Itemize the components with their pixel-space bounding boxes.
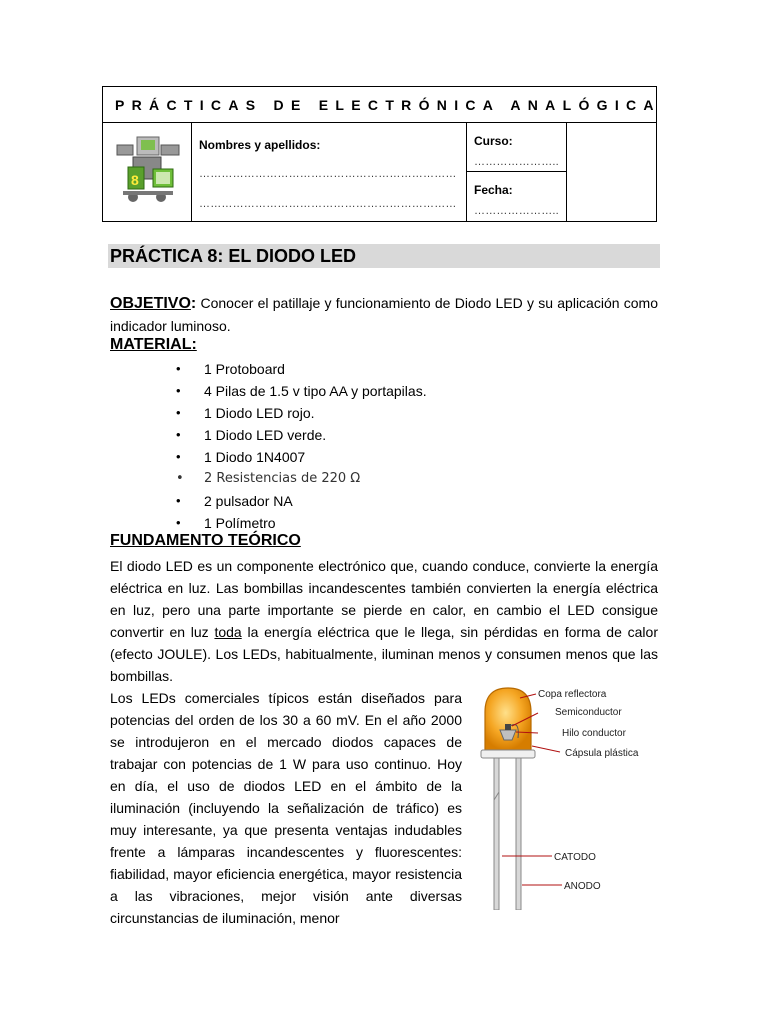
theory-p1-underlined: toda xyxy=(214,624,242,640)
list-item: • 1 Diodo LED verde. xyxy=(176,424,427,446)
list-item: • 1 Diodo LED rojo. xyxy=(176,402,427,424)
header-title: PRÁCTICAS DE ELECTRÓNICA ANALÓGICA xyxy=(103,87,656,123)
course-label: Curso: xyxy=(474,134,513,148)
objective-paragraph xyxy=(110,292,658,337)
header-table xyxy=(102,86,661,222)
course-date-column xyxy=(466,123,567,221)
objective-colon: : xyxy=(190,295,197,312)
list-item: • 4 Pilas de 1.5 v tipo AA y portapilas. xyxy=(176,380,427,402)
course-box xyxy=(467,123,566,172)
list-item: • 1 Polímetro xyxy=(176,512,427,534)
material-heading: MATERIAL: xyxy=(110,336,197,353)
label-wire: Hilo conductor xyxy=(562,728,626,739)
label-semiconductor: Semiconductor xyxy=(555,707,622,718)
course-input-line[interactable]: ………………….. xyxy=(474,156,559,168)
theory-paragraph-2: Los LEDs comerciales típicos están diseñados para potencias del orden de los 30 a 60 mV. En el año 2000 se introdujeron en el mercado diodos capaces de trabajar con potencias de 1 W para uso continuo. Hoy en día, el uso de diodos LED en el ámbito de la iluminación (incluyendo la señalización de tráfico) es muy interesante, ya que presenta ventajas indudables frente a lámparas incandescentes y fluorescentes: fiabilidad, mayor eficiencia energética, mayor resistencia a las vibraciones, mejor visión ante diversas circunstancias de iluminación, menor xyxy=(110,690,462,926)
svg-text:8: 8 xyxy=(131,172,139,188)
date-label: Fecha: xyxy=(474,183,513,197)
label-capsule: Cápsula plástica xyxy=(565,748,639,759)
list-item: • 2 pulsador NA xyxy=(176,490,427,512)
theory-p1-part-b: la energía eléctrica que le llega, sin pérdidas en forma de calor (efecto JOULE). Los LEDs, habitualmente, iluminan menos y consumen menos que las bombillas. xyxy=(110,624,658,684)
list-item: • 1 Diodo 1N4007 xyxy=(176,446,427,468)
robot-logo-icon xyxy=(103,123,191,219)
objective-text: Conocer el patillaje y funcionamiento de Diodo LED y su aplicación como indicador luminoso. xyxy=(110,295,658,334)
date-input-line[interactable]: ………………….. xyxy=(474,205,559,217)
logo-cell xyxy=(103,123,192,221)
theory-heading: FUNDAMENTO TEÓRICO xyxy=(110,532,301,549)
list-item: • 1 Protoboard xyxy=(176,358,427,380)
practice-title: PRÁCTICA 8: EL DIODO LED xyxy=(108,244,660,268)
led-rim-icon xyxy=(481,750,535,758)
led-diagram xyxy=(470,680,660,910)
names-input-line-1[interactable]: …………………………………………………………… xyxy=(199,168,457,180)
material-list xyxy=(176,358,427,534)
anode-lead-icon xyxy=(516,758,521,910)
label-cathode: CATODO xyxy=(554,852,596,863)
objective-heading: OBJETIVO xyxy=(110,295,191,312)
cathode-lead-icon xyxy=(494,758,499,910)
theory-p1-part-a: El diodo LED es un componente electrónico que, cuando conduce, convierte la energía eléctrica en luz. Las bombillas incandescentes también convierten la energía eléctrica en luz, pero una parte importante se pierde en calor, en cambio el LED consigue convertir en luz xyxy=(110,558,658,640)
label-reflector: Copa reflectora xyxy=(538,689,607,700)
names-input-line-2[interactable]: …………………………………………………………… xyxy=(199,198,457,210)
names-cell xyxy=(192,123,467,221)
theory-paragraph-1 xyxy=(110,555,658,687)
list-item: • 2 Resistencias de 220 Ω xyxy=(176,468,427,490)
names-label: Nombres y apellidos: xyxy=(199,138,321,152)
label-anode: ANODO xyxy=(564,881,601,892)
